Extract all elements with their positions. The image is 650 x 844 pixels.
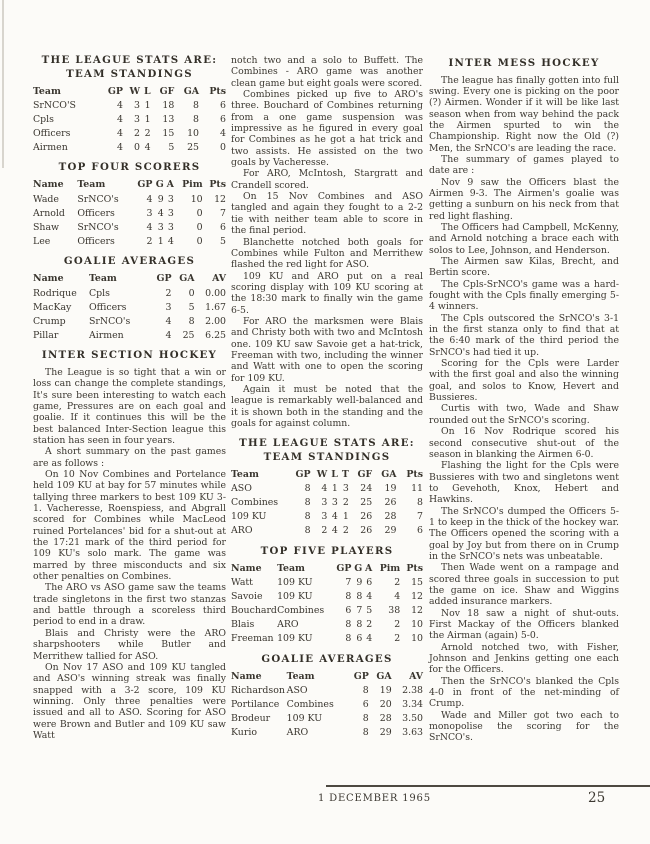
paragraph: On 15 Nov Combines and ASO tangled and again they fought to a 2-2 tie with neither team able to score in the final period. [231, 191, 423, 237]
table-cell: 24 [360, 482, 373, 494]
table-cell: 3 [321, 511, 328, 523]
table-cell: Freeman [231, 633, 274, 645]
table-cell: 3 [134, 113, 140, 125]
table-cell: 8 [304, 511, 311, 523]
table-cell: Pim [182, 179, 203, 191]
paragraph: A short summary on the past games are as follows : [33, 446, 226, 469]
table-cell: 2 [394, 633, 401, 645]
paragraph: Then Wade went on a rampage and scored three goals in succession to put the game on ice. Shaw and Wiggins added insurance markers. [429, 562, 619, 608]
table-cell: 4 [165, 329, 172, 341]
table-cell: 9 [356, 576, 363, 588]
table-row [231, 618, 423, 632]
table-cell: Combines [231, 497, 279, 509]
table-cell: GP [107, 85, 123, 97]
table-cell: 5 [168, 141, 175, 153]
table-cell: Officers [88, 301, 127, 313]
table-cell: 3.34 [402, 699, 423, 711]
table-cell: Portilance [231, 699, 280, 711]
table-row [231, 561, 423, 575]
table-cell: 6 [220, 221, 226, 233]
paragraph: notch two and a solo to Buffett. The Combines - ARO game was another clean game but eight goals were scored. [231, 55, 423, 89]
table-cell: Shaw [33, 221, 60, 233]
table-cell: 25 [182, 329, 195, 341]
right-column [429, 57, 619, 744]
paragraph: On 16 Nov Rodrique scored his second consecutive shut-out of the season in blanking the Airmen 6-0. [429, 426, 619, 460]
paragraph: Nov 9 saw the Officers blast the Airmen 9-3. The Airmen's goalie was getting a sunburn on his neck from that red light flashing. [429, 176, 619, 222]
inter-mess-hockey-article [429, 75, 619, 744]
table-cell: SrNCO's [88, 315, 131, 327]
table-cell: Officers [77, 207, 115, 219]
table-cell: 25 [187, 141, 200, 153]
table-cell: 8 [362, 713, 369, 725]
goalie-averages-title-middle: GOALIE AVERAGES [261, 652, 393, 665]
table-cell: 29 [384, 525, 397, 537]
table-cell: 3 [167, 221, 174, 233]
table-cell: Team [88, 273, 117, 285]
table-cell: Bouchard [231, 605, 277, 617]
table-cell: Airmen [33, 141, 68, 153]
table-cell: 8 [356, 619, 363, 631]
table-cell: 13 [162, 113, 175, 125]
table-cell: 8 [193, 113, 200, 125]
table-row [231, 467, 423, 481]
table-row [33, 84, 226, 98]
paragraph: Combines picked up five to ARO's three. Bouchard of Combines returning from a one game suspension was impressive as he figured in every goal for Combines as he got a hat trick and two assists. He assisted on the two goals by Vacheresse. [231, 89, 423, 169]
table-cell: ASO [286, 684, 308, 696]
table-cell: 8 [362, 684, 369, 696]
league-stats-title-middle [231, 437, 423, 464]
table-cell: Officers [77, 235, 115, 247]
table-row [33, 328, 226, 342]
table-cell: 0.00 [205, 287, 226, 299]
table-cell: 109 KU [231, 511, 267, 523]
table-cell: 7 [417, 511, 423, 523]
table-cell: 6 [356, 633, 363, 645]
league-stats-title-line1: THE LEAGUE STATS ARE: [239, 437, 415, 450]
table-cell: 8 [304, 482, 311, 494]
table-cell: 28 [379, 713, 392, 725]
table-cell: 11 [411, 482, 423, 494]
table-row [33, 286, 226, 300]
table-cell: 12 [411, 605, 423, 617]
table-cell: 3 [321, 497, 328, 509]
table-cell: 8 [356, 591, 363, 602]
table-cell: 6 [417, 525, 423, 537]
table-cell: 4 [165, 315, 172, 327]
table-cell: 6.25 [205, 329, 226, 341]
table-cell: 4 [146, 221, 153, 233]
table-row [33, 98, 226, 112]
table-cell: 0 [196, 221, 203, 233]
table-cell: 0 [188, 287, 195, 299]
table-cell: Lee [33, 235, 51, 247]
table-row [33, 178, 226, 192]
table-cell: 3 [165, 301, 172, 313]
table-row [231, 726, 423, 740]
table-cell: 7 [356, 605, 363, 617]
table-row [33, 300, 226, 314]
table-cell: T [341, 468, 349, 480]
table-cell: Team [77, 179, 106, 191]
table-cell: 2 [366, 619, 373, 631]
paragraph: Curtis with two, Wade and Shaw rounded out the SrNCO's scoring. [429, 403, 619, 426]
table-cell: 3 [167, 207, 174, 219]
table-cell: GA [183, 85, 200, 97]
table-cell: Rodrique [33, 287, 77, 299]
table-cell: 7 [345, 576, 352, 588]
table-cell: 8 [417, 497, 423, 509]
table-cell: 1.67 [205, 301, 226, 313]
table-cell: Pts [406, 562, 423, 574]
paragraph: For ARO, McIntosh, Stargratt and Crandell scored. [231, 168, 423, 191]
table-cell: 0 [220, 141, 226, 153]
table-cell: 4 [157, 207, 164, 219]
paragraph: Wade and Miller got two each to monopolise the scoring for the SrNCO's. [429, 709, 619, 744]
paragraph: On Nov 17 ASO and 109 KU tangled and ASO's winning streak was finally snapped with a 3-2 score, 109 KU winning. Only three penalties were issued and all to ASO. Scoring for ASO were Brown and Butler and 109 KU saw Watt [33, 661, 226, 741]
paragraph: The Cpls outscored the SrNCO's 3-1 in the first stanza only to find that at the 6:40 mark of the third period the SrNCO's had tied it up. [429, 312, 619, 358]
top-five-players-title: TOP FIVE PLAYERS [260, 544, 394, 557]
table-cell: 1 [342, 511, 349, 523]
table-row [231, 683, 423, 697]
table-cell: 4 [146, 193, 153, 205]
table-cell: Cpls [88, 287, 110, 299]
table-cell: 6 [220, 99, 226, 111]
paragraph: 109 KU and ARO put on a real scoring display with 109 KU scoring at the 18:30 mark to finally win the game 6-5. [231, 270, 423, 316]
table-cell: 4 [321, 482, 328, 494]
table-cell: 4 [167, 235, 174, 247]
table-cell: 8 [188, 315, 195, 327]
table-cell: Team [33, 85, 61, 97]
table-cell: SrNCO'S [33, 99, 76, 111]
table-row [231, 712, 423, 726]
team-standings-title: TEAM STANDINGS [263, 450, 391, 463]
table-cell: 29 [379, 727, 392, 739]
table-cell: Combines [286, 699, 334, 711]
table-cell: Name [231, 562, 262, 574]
table-cell: Kurio [231, 727, 257, 739]
table-cell: GF [159, 85, 175, 97]
table-row [231, 632, 423, 646]
goalie-averages-title-left: GOALIE AVERAGES [63, 255, 196, 268]
table-cell: 109 KU [277, 633, 313, 645]
table-cell: 8 [304, 525, 311, 537]
table-cell: Pts [209, 179, 226, 191]
left-column [33, 52, 226, 741]
top-five-players-table [231, 561, 423, 646]
table-cell: 6 [362, 699, 369, 711]
table-cell: Officers [33, 127, 71, 139]
table-cell: Name [231, 670, 262, 682]
table-cell: 3 [342, 482, 349, 494]
table-row [33, 314, 226, 328]
paragraph: Flashing the light for the Cpls were Bussieres with two and singletons went to Gevehoth, Knox, Hebert and Hawkins. [429, 460, 619, 506]
table-cell: 19 [384, 482, 397, 494]
table-cell: Name [33, 179, 64, 191]
table-row [33, 140, 226, 154]
table-cell: 0 [196, 207, 203, 219]
table-cell: SrNCO's [77, 221, 119, 233]
table-cell: Pim [379, 562, 401, 574]
table-cell: 4 [366, 591, 373, 602]
table-cell: 0 [134, 141, 140, 153]
table-row [231, 575, 423, 589]
table-cell: Name [33, 273, 64, 285]
article-continuation [231, 55, 423, 429]
table-cell: ASO [231, 482, 252, 494]
table-row [231, 496, 423, 510]
table-cell: W [129, 85, 140, 97]
goalie-averages-table-left [33, 272, 226, 342]
table-cell: SrNCO's [77, 193, 119, 205]
paragraph: Nov 18 saw a night of shut-outs. First Mackay of the Officers blanked the Airman (again) 5-0. [429, 607, 619, 642]
table-cell: G [155, 179, 164, 191]
paragraph: On 10 Nov Combines and Portelance held 109 KU at bay for 57 minutes while tallying three markers to best 109 KU 3-1. Vacheresse, Roenspiess, and Abgrall scored for Combines while MacLeod ruined Portelances' bid for a shut-out at the 17:21 mark of the third period for 109 KU's solo mark. The game was marred by three misconducts and six other penalties on Combines. [33, 469, 226, 583]
league-stats-title-left [33, 54, 226, 81]
table-cell: 5 [220, 235, 226, 247]
table-cell: Combines [277, 605, 325, 617]
footer-date: 1 DECEMBER 1965 [318, 793, 431, 804]
table-cell: 2 [165, 287, 172, 299]
team-standings-table-middle [231, 467, 423, 537]
table-cell: 8 [193, 99, 200, 111]
table-row [231, 524, 423, 538]
paragraph: The Cpls-SrNCO's game was a hard-fought with the Cpls finally emerging 5-4 winners. [429, 278, 619, 313]
paragraph: The ARO vs ASO game saw the teams trade singletons in the first two stanzas and battle through a scoreless third period to end in a draw. [33, 582, 226, 628]
table-cell: Pts [406, 468, 423, 480]
paragraph: Then the SrNCO's blanked the Cpls 4-0 in front of the net-minding of Crump. [429, 675, 619, 710]
table-cell: 8 [345, 619, 352, 631]
table-cell: AV [409, 670, 423, 682]
team-standings-table-left [33, 84, 226, 154]
table-cell: Savoie [231, 591, 263, 602]
table-row [33, 220, 226, 234]
table-cell: 20 [379, 699, 392, 711]
table-cell: 4 [116, 127, 123, 139]
table-cell: 25 [360, 497, 373, 509]
table-cell: 26 [360, 525, 373, 537]
paragraph: The League is so tight that a win or loss can change the complete standings, It's sure been interesting to watch each game, Pressures are on each goal and goalie. If it continues this will be the best balanced Inter-Section league this station has seen in four years. [33, 366, 226, 446]
paragraph: The SrNCO's dumped the Officers 5-1 to keep in the thick of the hockey war. The Officers opened the scoring with a goal by Joy but from there on in Crump in the SrNCO's nets was unbeatable. [429, 505, 619, 562]
table-cell: 8 [362, 727, 369, 739]
table-cell: GA [376, 670, 392, 682]
table-cell: 9 [157, 193, 164, 205]
table-cell: 109 KU [286, 713, 323, 725]
table-cell: 28 [384, 511, 397, 523]
table-cell: Brodeur [231, 713, 271, 725]
table-cell: G [354, 562, 363, 574]
table-cell: 1 [144, 99, 151, 111]
table-cell: 2 [134, 127, 140, 139]
goalie-averages-table-middle [231, 669, 423, 739]
table-cell: 12 [214, 193, 226, 205]
table-cell: 10 [411, 633, 423, 645]
middle-column [231, 55, 423, 747]
table-cell: 1 [331, 482, 338, 494]
table-cell: ARO [286, 727, 309, 739]
table-cell: 2 [342, 525, 349, 537]
table-cell: 2.38 [402, 684, 423, 696]
table-cell: 2 [342, 497, 349, 509]
paragraph: Scoring for the Cpls were Larder with the first goal and also the winning goal, and solos to Know, Hevert and Bussieres. [429, 358, 619, 404]
table-cell: 4 [331, 511, 338, 523]
table-cell: 4 [116, 113, 123, 125]
table-row [33, 192, 226, 206]
table-cell: 4 [331, 525, 338, 537]
table-cell: 6 [366, 576, 373, 588]
table-cell: Team [231, 468, 259, 480]
inter-section-hockey-heading: INTER SECTION HOCKEY [41, 349, 218, 362]
table-cell: 1 [157, 235, 164, 247]
league-stats-title-line1: THE LEAGUE STATS ARE: [41, 54, 218, 66]
table-cell: 2 [321, 525, 328, 537]
table-row [33, 234, 226, 248]
paragraph: The Airmen saw Kilas, Brecht, and Bertin score. [429, 256, 619, 279]
table-cell: 2 [144, 127, 151, 139]
table-cell: 10 [411, 619, 423, 631]
table-cell: 8 [304, 497, 311, 509]
page-number: 25 [588, 790, 606, 806]
table-cell: 3 [331, 497, 338, 509]
table-cell: 8 [345, 591, 352, 602]
table-cell: Crump [33, 315, 66, 327]
table-cell: A [364, 562, 373, 574]
table-row [33, 272, 226, 286]
table-cell: 4 [394, 591, 401, 602]
table-cell: 8 [345, 633, 352, 645]
table-row [33, 126, 226, 140]
table-cell: 109 KU [277, 576, 313, 588]
inter-section-hockey-article [33, 367, 226, 741]
inter-mess-hockey-heading: INTER MESS HOCKEY [448, 57, 600, 69]
table-cell: GP [353, 670, 369, 682]
table-cell: GP [137, 179, 153, 191]
table-cell: 18 [162, 99, 175, 111]
table-cell: L [144, 85, 151, 97]
table-row [231, 604, 423, 618]
table-cell: 4 [144, 141, 151, 153]
table-cell: 3 [134, 99, 140, 111]
table-cell: A [166, 179, 174, 191]
table-cell: 15 [411, 576, 423, 588]
table-row [231, 481, 423, 495]
table-cell: GP [156, 273, 172, 285]
table-cell: Pts [209, 85, 226, 97]
table-cell: Team [286, 670, 315, 682]
table-row [231, 510, 423, 524]
table-cell: 7 [220, 207, 226, 219]
table-cell: 4 [220, 127, 226, 139]
table-cell: AV [212, 273, 226, 285]
table-cell: 5 [366, 605, 373, 617]
table-cell: 3.63 [402, 727, 423, 739]
table-row [231, 698, 423, 712]
table-cell: 26 [384, 497, 397, 509]
table-row [33, 112, 226, 126]
paragraph: Blanchette notched both goals for Combines while Fulton and Merrithew flashed the red light for ASO. [231, 236, 423, 271]
table-cell: ARO [231, 525, 253, 537]
table-cell: 4 [116, 141, 123, 153]
table-cell: 12 [411, 591, 423, 602]
table-cell: GA [179, 273, 195, 285]
table-cell: GF [357, 468, 373, 480]
table-cell: 4 [366, 633, 373, 645]
paragraph: Blais and Christy were the ARO sharpshooters while Butler and Merrithew tallied for ASO. [33, 627, 226, 662]
table-cell: GA [381, 468, 397, 480]
table-cell: GP [295, 468, 311, 480]
paragraph: The Officers had Campbell, McKenny, and Arnold notching a brace each with solos to Lee, Johnson, and Henderson. [429, 221, 619, 256]
scan-edge-artifact [2, 0, 4, 168]
table-cell: MacKay [33, 301, 72, 313]
table-row [33, 206, 226, 220]
table-cell: Arnold [33, 207, 65, 219]
table-cell: 10 [187, 127, 200, 139]
paragraph: The league has finally gotten into full swing. Every one is picking on the poor (?) Airmen. Wonder if it will be like last season when from way behind the pack the Airmen spurted to win the Championship. Right now the Old (?) Men, the SrNCO's are leading the race. [429, 74, 619, 154]
table-cell: W [316, 468, 328, 480]
table-cell: Pillar [33, 329, 59, 341]
table-cell: Airmen [88, 329, 124, 341]
table-cell: 4 [116, 99, 123, 111]
top-four-scorers-title: TOP FOUR SCORERS [58, 161, 201, 174]
paragraph: For ARO the marksmen were Blais and Christy both with two and McIntosh one. 109 KU saw Savoie get a hat-trick, Freeman with two, including the winner and Watt with one to open the scoring for 109 KU. [231, 315, 423, 384]
paragraph: The summary of games played to date are : [429, 153, 619, 177]
table-cell: Richardson [231, 684, 285, 696]
table-cell: 19 [379, 684, 392, 696]
table-cell: 5 [188, 301, 195, 313]
table-cell: 10 [190, 193, 203, 205]
table-cell: 26 [360, 511, 373, 523]
table-cell: 2 [394, 576, 401, 588]
table-cell: L [331, 468, 338, 480]
table-cell: Watt [231, 576, 253, 588]
footer-rule [326, 785, 650, 787]
table-cell: Team [277, 562, 305, 574]
top-four-scorers-table [33, 178, 226, 248]
table-cell: ARO [277, 619, 299, 631]
table-cell: 109 KU [277, 591, 313, 602]
table-cell: Blais [231, 619, 255, 631]
paragraph: Again it must be noted that the league is remarkably well-balanced and it is shown both in the standing and the goals for against column. [231, 383, 423, 429]
table-cell: 6 [345, 605, 352, 617]
table-cell: 0 [196, 235, 203, 247]
paragraph: Arnold notched two, with Fisher, Johnson and Jenkins getting one each for the Officers. [429, 641, 619, 676]
table-cell: 2 [394, 619, 401, 631]
table-cell: GP [336, 562, 352, 574]
table-cell: 2 [146, 235, 153, 247]
table-cell: 38 [388, 605, 401, 617]
table-cell: 2.00 [205, 315, 226, 327]
table-cell: 3.50 [402, 713, 423, 725]
table-cell: 6 [220, 113, 226, 125]
table-cell: 15 [162, 127, 175, 139]
team-standings-title: TEAM STANDINGS [66, 67, 193, 80]
table-row [231, 669, 423, 683]
table-cell: Cpls [33, 113, 54, 125]
table-cell: 3 [157, 221, 164, 233]
table-cell: 1 [144, 113, 151, 125]
table-row [231, 590, 423, 604]
table-cell: 3 [167, 193, 174, 205]
table-cell: 3 [146, 207, 153, 219]
table-cell: Wade [33, 193, 59, 205]
